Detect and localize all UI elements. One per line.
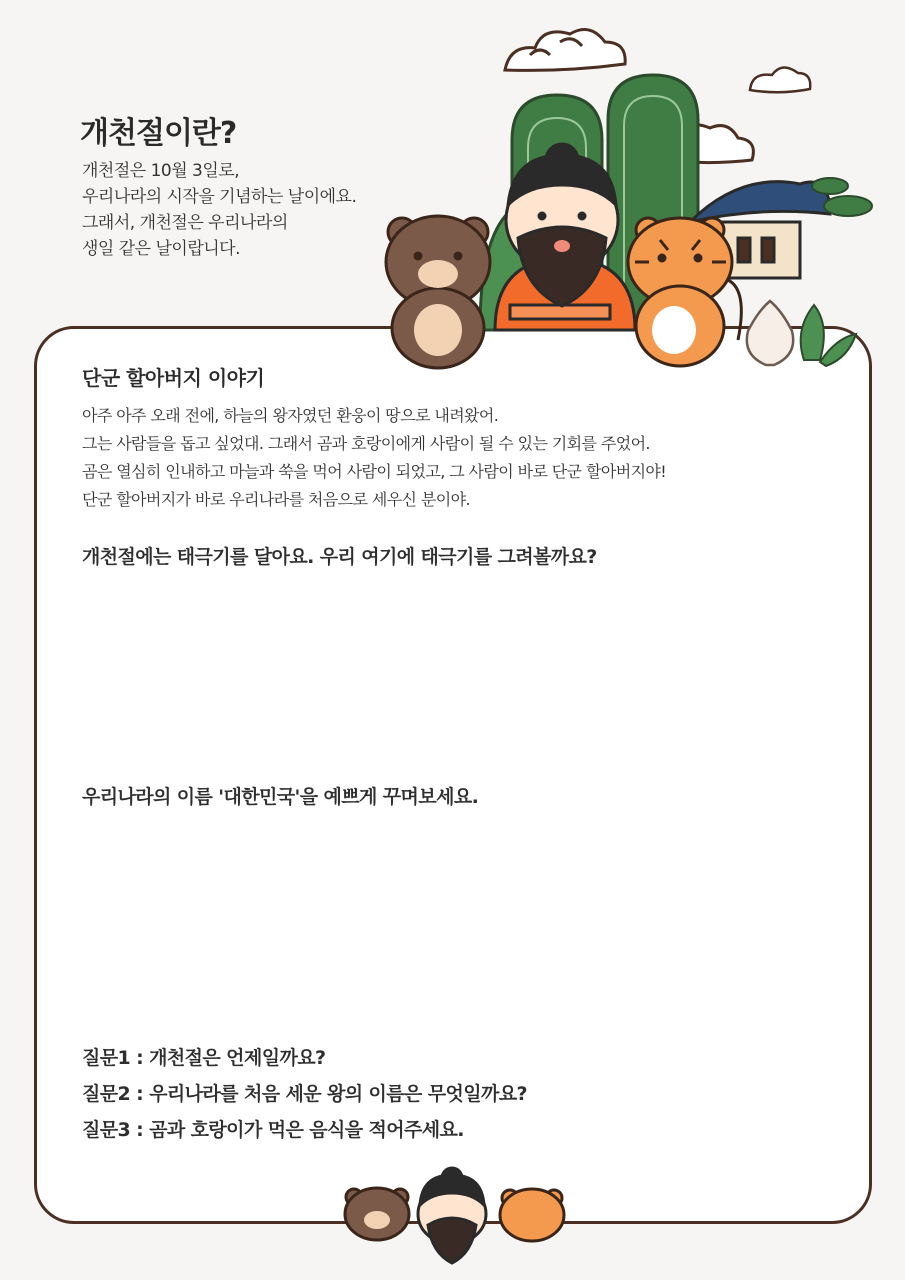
- hanok-house-icon: [690, 182, 830, 278]
- intro-line: 개천절은 10월 3일로,: [82, 161, 240, 181]
- cloud-icon: [648, 125, 753, 163]
- mountain-icon: [480, 75, 698, 330]
- story-line: 그는 사람들을 돕고 싶었대. 그래서 곰과 호랑이에게 사람이 될 수 있는 기회를 주었어.: [82, 434, 650, 453]
- intro-text: [82, 158, 356, 262]
- cloud-icon: [750, 67, 810, 92]
- question-list: [82, 1040, 527, 1148]
- flag-drawing-prompt: 개천절에는 태극기를 달아요. 우리 여기에 태극기를 그려볼까요?: [82, 546, 597, 568]
- page-title: 개천절이란?: [80, 116, 237, 151]
- intro-line: 우리나라의 시작을 기념하는 날이에요.: [82, 187, 357, 207]
- question-item: 질문3 : 곰과 호랑이가 먹은 음식을 적어주세요.: [82, 1119, 464, 1141]
- cloud-icon: [505, 30, 625, 71]
- question-item: 질문2 : 우리나라를 처음 세운 왕의 이름은 무엇일까요?: [82, 1083, 527, 1105]
- name-decorating-prompt: 우리나라의 이름 '대한민국'을 예쁘게 꾸며보세요.: [82, 786, 479, 808]
- story-heading: 단군 할아버지 이야기: [82, 366, 265, 390]
- story-line: 아주 아주 오래 전에, 하늘의 왕자였던 환웅이 땅으로 내려왔어.: [82, 406, 499, 425]
- pine-tree-icon: [812, 178, 872, 216]
- dangun-character: [495, 144, 635, 330]
- question-item: 질문1 : 개천절은 언제일까요?: [82, 1047, 326, 1069]
- story-text: [82, 402, 666, 514]
- story-line: 곰은 열심히 인내하고 마늘과 쑥을 먹어 사람이 되었고, 그 사람이 바로 단군 할아버지야!: [82, 462, 667, 481]
- intro-line: 생일 같은 날이랍니다.: [82, 239, 241, 259]
- intro-line: 그래서, 개천절은 우리나라의: [82, 213, 288, 233]
- story-line: 단군 할아버지가 바로 우리나라를 처음으로 세우신 분이야.: [82, 490, 470, 509]
